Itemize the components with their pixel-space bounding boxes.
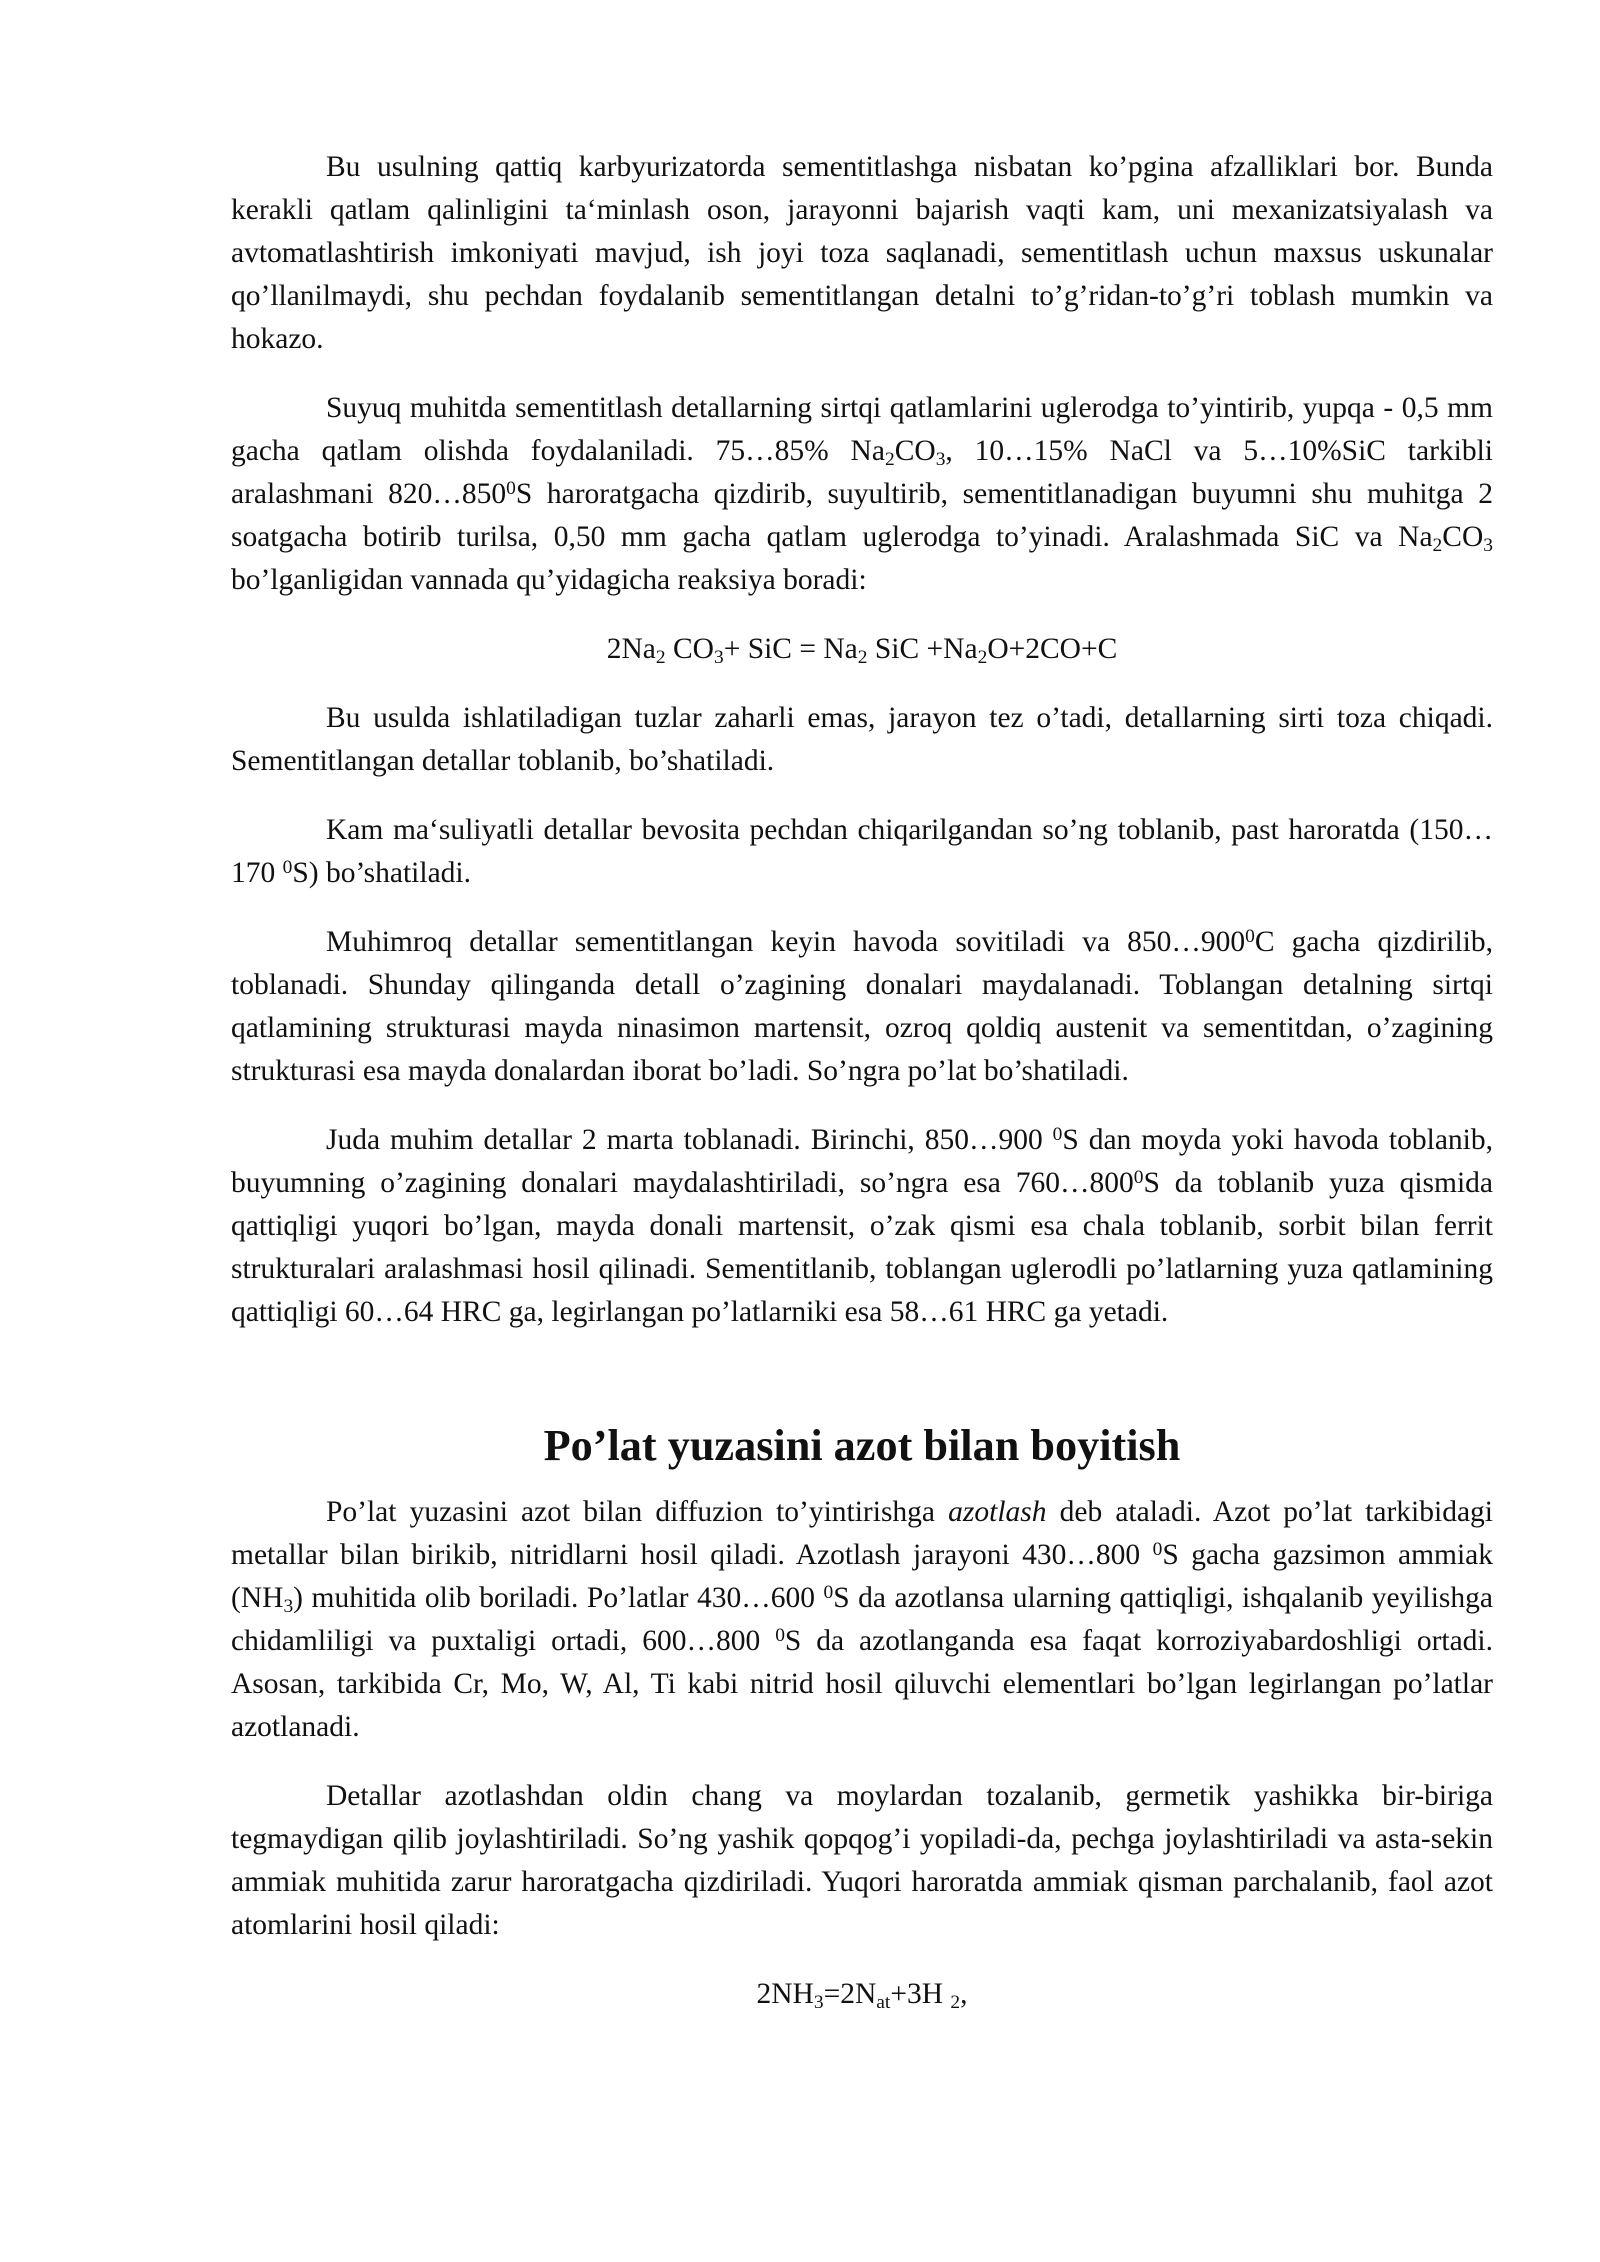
subscript: at: [876, 1992, 891, 2014]
text-run: ,: [960, 1978, 968, 2010]
subscript: 3: [813, 1992, 824, 2014]
reaction-formula: [231, 628, 1493, 671]
text-run: Bu usulda ishlatiladigan tuzlar zaharli emas, jarayon tez o’tadi, detallarning sirti toza chiqadi. Sementitlangan detallar toblanib, bo’shatiladi.: [231, 702, 1493, 777]
paragraph-low-responsibility-parts: [231, 809, 1493, 895]
text-run: , 10…15% NaCl va 5…10%SiC tarkibli aralashmani 820…850: [231, 435, 1493, 510]
superscript: 0: [775, 1624, 785, 1646]
paragraph-double-quenching: [231, 1119, 1493, 1334]
superscript: 0: [823, 1581, 834, 1603]
text-run: bo’lganligidan vannada qu’yidagicha reaksiya boradi:: [231, 564, 867, 596]
text-run: Suyuq muhitda sementitlash detallarning sirtqi qatlamlarini uglerodga to’yintirib, yupqa - 0,5 mm gacha qatlam olishda foydalaniladi. 75…85% Na: [231, 392, 1493, 467]
text-run: CO: [1442, 521, 1484, 553]
subscript: 3: [1483, 535, 1493, 557]
text-run: S dan moyda yoki havoda toblanib, buyumning o’zagining donalari maydalashtiriladi, so’ngra esa 760…800: [231, 1124, 1493, 1199]
text-run: 2Na: [606, 633, 656, 665]
text-run: S da azotlanganda esa faqat korroziyabardoshligi ortadi. Asosan, tarkibida Cr, Mo, W, Al, Ti kabi nitrid hosil qiluvchi elementlari bo’lgan legirlangan po’latlar azotlanadi.: [231, 1625, 1494, 1743]
superscript: 0: [506, 477, 516, 499]
paragraph-liquid-advantages: [231, 146, 1493, 361]
text-run: S da azotlansa ularning qattiqligi, ishqalanib yeyilishga chidamliligi va puxtaligi ortadi, 600…800: [231, 1582, 1493, 1657]
document-body: [231, 146, 1493, 2042]
ammonia-dissociation-formula: [231, 1973, 1493, 2016]
section-heading: Po’lat yuzasini azot bilan boyitish: [543, 1421, 1181, 1470]
text-run: ) muhitida olib boriladi. Po’latlar 430…600: [293, 1582, 824, 1614]
text-run: CO: [665, 633, 714, 665]
text-run: S haroratgacha qizdirib, suyultirib, sementitlanadigan buyumni shu muhitga 2 soatgacha botirib turilsa, 0,50 mm gacha qatlam uglerodga to’yinadi. Aralashmada SiC va Na: [231, 478, 1493, 553]
subscript: 2: [857, 647, 868, 669]
superscript: 0: [1152, 1538, 1163, 1560]
subscript: 3: [283, 1596, 294, 1618]
subscript: 2: [950, 1992, 961, 2014]
paragraph-nitriding-definition: [231, 1491, 1493, 1749]
text-run: +3H: [890, 1978, 951, 2010]
text-run: + SiC = Na: [723, 633, 858, 665]
subscript: 3: [935, 449, 946, 471]
text-run: Juda muhim detallar 2 marta toblanadi. Birinchi, 850…900: [326, 1124, 1053, 1156]
text-run: S gacha gazsimon ammiak (NH: [231, 1539, 1493, 1614]
text-run: C gacha qizdirilib, toblanadi. Shunday qilinganda detall o’zagining donalari maydalanadi. Toblangan detalning sirtqi qatlamining strukturasi mayda ninasimon martensit, ozroq qoldiq austenit va sementitdan, o’zagining strukturasi esa mayda donalardan iborat bo’ladi. So’ngra po’lat bo’shatiladi.: [231, 926, 1493, 1087]
superscript: 0: [1133, 1166, 1144, 1188]
superscript: 0: [282, 856, 293, 878]
paragraph-nitriding-preparation: [231, 1775, 1493, 1947]
subscript: 2: [977, 647, 988, 669]
emphasis-text: azotlash: [948, 1496, 1047, 1528]
text-run: O+2CO+C: [987, 633, 1118, 665]
subscript: 2: [1432, 535, 1443, 557]
superscript: 0: [1052, 1123, 1063, 1145]
text-run: Muhimroq detallar sementitlangan keyin havoda sovitiladi va 850…900: [326, 926, 1246, 958]
text-run: Detallar azotlashdan oldin chang va moylardan tozalanib, germetik yashikka bir-biriga tegmaydigan qilib joylashtiriladi. So’ng yashik qopqog’i yopiladi-da, pechga joylashtiriladi va asta-sekin ammiak muhitida zarur haroratgacha qizdiriladi. Yuqori haroratda ammiak qisman parchalanib, faol azot atomlarini hosil qiladi:: [231, 1780, 1493, 1941]
text-run: Bu usulning qattiq karbyurizatorda sementitlashga nisbatan ko’pgina afzalliklari bor. Bunda kerakli qatlam qalinligini ta‘minlash oson, jarayonni bajarish vaqti kam, uni mexanizatsiyalash va avtomatlashtirish imkoniyati mavjud, ish joyi toza saqlanadi, sementitlash uchun maxsus uskunalar qo’llanilmaydi, shu pechdan foydalanib sementitlangan detalni to’g’ridan-to’g’ri toblash mumkin va hokazo.: [231, 151, 1493, 355]
text-run: SiC +Na: [867, 633, 978, 665]
paragraph-important-parts: [231, 921, 1493, 1093]
subscript: 3: [713, 647, 724, 669]
text-run: deb ataladi. Azot po’lat tarkibidagi metallar bilan birikib, nitridlarni hosil qiladi. Azotlash jarayoni 430…800: [231, 1496, 1493, 1571]
paragraph-salts-not-toxic: [231, 697, 1493, 783]
subscript: 2: [655, 647, 666, 669]
text-run: CO: [894, 435, 936, 467]
text-run: Kam ma‘suliyatli detallar bevosita pechdan chiqarilgandan so’ng toblanib, past haroratda (150…170: [231, 814, 1493, 889]
text-run: =2N: [823, 1978, 877, 2010]
paragraph-liquid-carburizing: [231, 387, 1493, 602]
subscript: 2: [884, 449, 895, 471]
text-run: S da toblanib yuza qismida qattiqligi yuqori bo’lgan, mayda donali martensit, o’zak qismi esa chala toblanib, sorbit bilan ferrit strukturalari aralashmasi hosil qilinadi. Sementitlanib, toblangan uglerodli po’latlarning yuza qatlamining qattiqligi 60…64 HRC ga, legirlangan po’latlarniki esa 58…61 HRC ga yetadi.: [231, 1167, 1494, 1328]
text-run: Po’lat yuzasini azot bilan diffuzion to’yintirishga: [326, 1496, 949, 1528]
text-run: S) bo’shatiladi.: [292, 857, 471, 889]
text-run: 2NH: [756, 1978, 814, 2010]
superscript: 0: [1245, 925, 1255, 947]
